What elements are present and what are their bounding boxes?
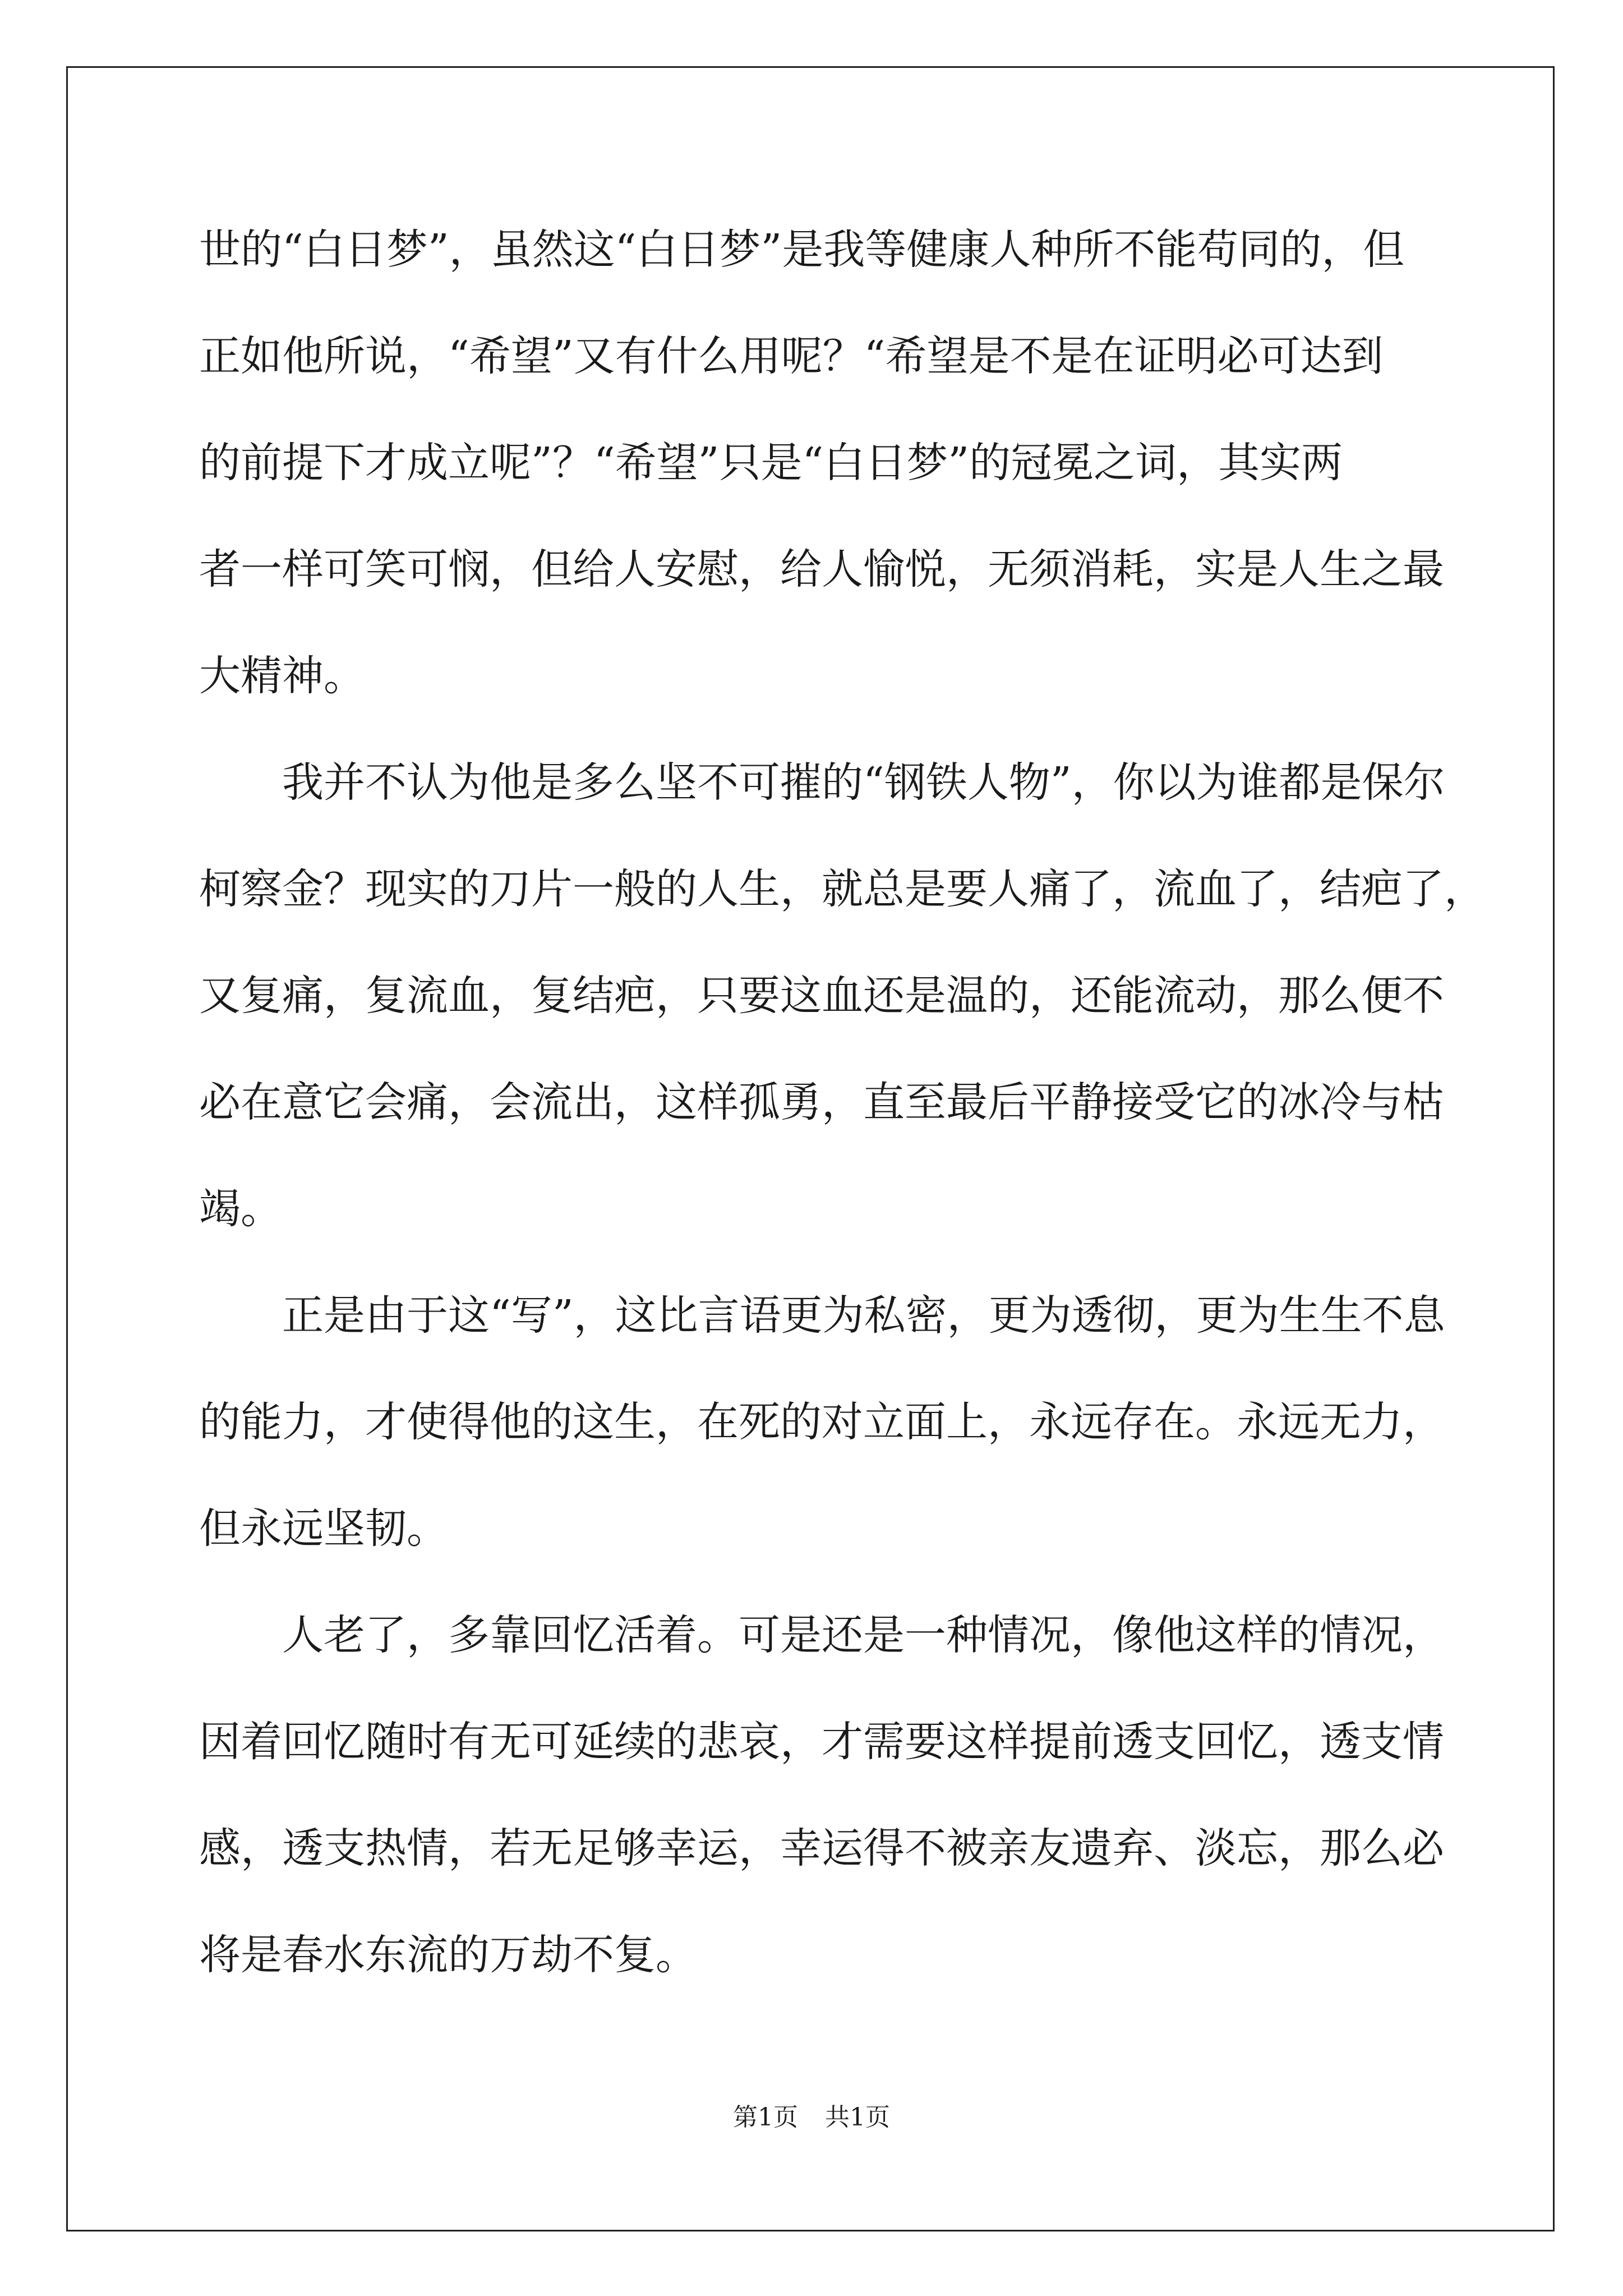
paragraph-2-line-5: 竭。	[199, 1185, 282, 1233]
paragraph-4-line-2: 因着回忆随时有无可延续的悲哀，才需要这样提前透支回忆，透支情	[199, 1718, 1444, 1766]
paragraph-3-line-1: 正是由于这“写”，这比言语更为私密，更为透彻，更为生生不息	[282, 1291, 1445, 1340]
paragraph-4-line-4: 将是春水东流的万劫不复。	[199, 1931, 697, 1979]
paragraph-1-line-4: 者一样可笑可悯，但给人安慰，给人愉悦，无须消耗，实是人生之最	[199, 545, 1444, 593]
paragraph-4-line-1: 人老了，多靠回忆活着。可是还是一种情况，像他这样的情况，	[282, 1611, 1444, 1659]
paragraph-2-line-4: 必在意它会痛，会流出，这样孤勇，直至最后平静接受它的冰冷与枯	[199, 1078, 1444, 1126]
paragraph-4-line-3: 感，透支热情，若无足够幸运，幸运得不被亲友遗弃、淡忘，那么必	[199, 1824, 1444, 1872]
paragraph-1-line-5: 大精神。	[199, 652, 365, 700]
total-pages-label: 共1页	[825, 2103, 890, 2132]
paragraph-1-line-1: 世的“白日梦”，虽然这“白日梦”是我等健康人种所不能苟同的，但	[199, 226, 1405, 274]
page-footer	[0, 2101, 1623, 2134]
paragraph-2-line-1: 我并不认为他是多么坚不可摧的“钢铁人物”，你以为谁都是保尔	[282, 758, 1445, 807]
paragraph-1-line-3: 的前提下才成立呢”？“希望”只是“白日梦”的冠冕之词，其实两	[199, 439, 1343, 487]
document-body	[199, 216, 1486, 2028]
current-page-label: 第1页	[733, 2103, 798, 2132]
paragraph-2-line-3: 又复痛，复流血，复结疤，只要这血还是温的，还能流动，那么便不	[199, 972, 1444, 1020]
paragraph-3-line-2: 的能力，才使得他的这生，在死的对立面上，永远存在。永远无力，	[199, 1398, 1444, 1446]
paragraph-2-line-2: 柯察金？现实的刀片一般的人生，就总是要人痛了，流血了，结疤了，	[199, 865, 1486, 913]
paragraph-1-line-2: 正如他所说，“希望”又有什么用呢？“希望是不是在证明必可达到	[199, 332, 1384, 380]
paragraph-3-line-3: 但永远坚韧。	[199, 1504, 448, 1553]
